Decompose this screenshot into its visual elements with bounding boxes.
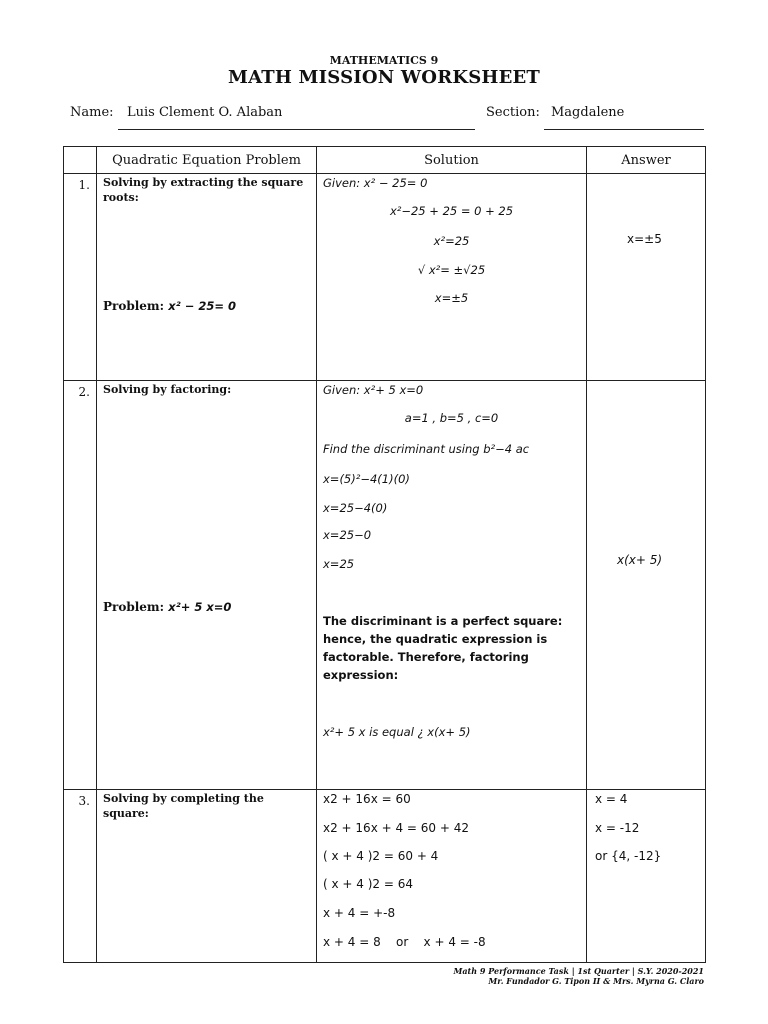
table-header-row (64, 147, 706, 174)
problem-type: Solving by extracting the square roots: (103, 176, 304, 205)
solution-line: a=1 , b=5 , c=0 (404, 411, 499, 425)
section-value: Magdalene (551, 105, 625, 120)
row-number: 2. (78, 385, 90, 399)
header-problem: Quadratic Equation Problem (97, 147, 317, 174)
name-underline (118, 129, 475, 130)
solution-line: x²−25 + 25 = 0 + 25 (389, 204, 514, 218)
problem-type: Solving by factoring: (103, 383, 232, 396)
problem-type: Solving by completing the square: (103, 792, 264, 821)
solution-line: √ x²= ±√25 (417, 263, 486, 277)
discriminant-explanation: The discriminant is a perfect square: hence, the quadratic expression is factorable. Therefore, factoring expression: (323, 614, 563, 682)
solution-line: x=25 (323, 557, 355, 571)
solution-line: x=(5)²−4(1)(0) (323, 472, 410, 486)
header-answer: Answer (587, 147, 706, 174)
footer-line: Mr. Fundador G. Tipon II & Mrs. Myrna G. Claro (488, 976, 704, 986)
solution-line: x2 + 16x + 4 = 60 + 42 (323, 821, 470, 835)
solution-line: x2 + 16x = 60 (323, 792, 411, 806)
problem-statement: Problem: x² − 25= 0 (103, 299, 236, 313)
solution-line: Given: x²+ 5 x=0 (323, 383, 424, 397)
header-number-cell (64, 147, 97, 174)
problem-statement: Problem: x²+ 5 x=0 (103, 600, 232, 614)
row-number: 3. (78, 794, 90, 808)
worksheet-table (63, 146, 706, 963)
solution-conclusion: x²+ 5 x is equal ¿ x(x+ 5) (323, 725, 471, 739)
footer (454, 966, 705, 986)
answer-line: x = -12 (595, 821, 640, 835)
name-value: Luis Clement O. Alaban (127, 105, 283, 120)
solution-line: ( x + 4 )2 = 60 + 4 (323, 849, 439, 863)
header-solution: Solution (317, 147, 587, 174)
solution-line: Find the discriminant using b²−4 ac (323, 442, 530, 456)
solution-line: ( x + 4 )2 = 64 (323, 877, 413, 891)
solution-line: x²=25 (433, 234, 470, 248)
solution-line: x + 4 = +-8 (323, 906, 396, 920)
name-label: Name: (70, 105, 114, 120)
solution-line: x=25−4(0) (323, 501, 388, 515)
answer-line: x = 4 (595, 792, 628, 806)
table-row (64, 790, 706, 963)
row-number: 1. (78, 178, 90, 192)
subject-heading: MATHEMATICS 9 (329, 54, 439, 67)
solution-line: x=±5 (434, 291, 469, 305)
solution-line: x + 4 = 8 or x + 4 = -8 (323, 935, 486, 949)
table-row (64, 381, 706, 790)
answer-line: or {4, -12} (595, 849, 662, 863)
solution-line: Given: x² − 25= 0 (323, 176, 428, 190)
table-row (64, 174, 706, 381)
footer-line: Math 9 Performance Task | 1st Quarter | S.Y. 2020-2021 (453, 966, 704, 976)
worksheet-title: MATH MISSION WORKSHEET (227, 67, 541, 88)
answer-line: x=±5 (627, 232, 662, 246)
answer-line: x(x+ 5) (617, 553, 663, 567)
solution-line: x=25−0 (323, 528, 372, 542)
section-label: Section: (486, 105, 540, 120)
section-underline (544, 129, 704, 130)
